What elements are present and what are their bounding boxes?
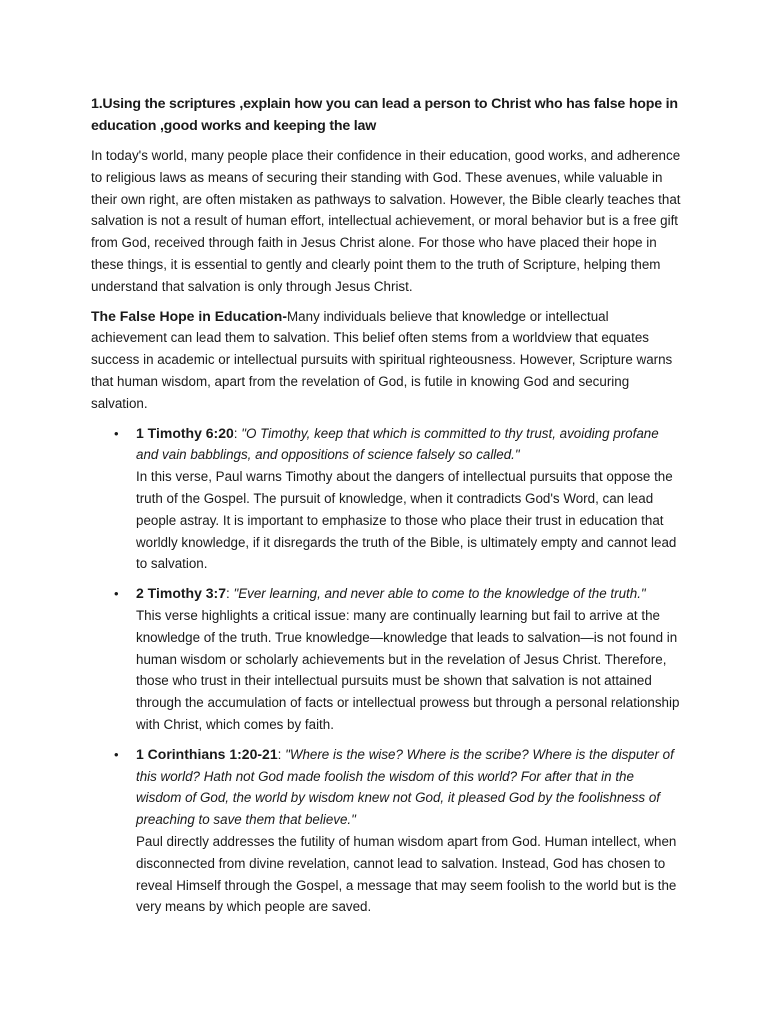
verse-list xyxy=(91,423,681,919)
bullet-icon: • xyxy=(114,586,119,602)
intro-paragraph: In today's world, many people place their confidence in their education, good works, and adherence to religious laws as means of securing their standing with God. These avenues, while valuable in their own right, are often mistaken as pathways to salvation. However, the Bible clearly teaches that salvation is not a result of human effort, intellectual achievement, or moral behavior but is a free gift from God, received through faith in Jesus Christ alone. For those who have placed their hope in these things, it is essential to gently and clearly point them to the truth of Scripture, helping them understand that salvation is only through Jesus Christ. xyxy=(91,148,681,294)
list-item xyxy=(91,583,681,736)
verse-separator: : xyxy=(277,746,286,762)
document-page xyxy=(91,93,681,926)
bullet-icon: • xyxy=(114,425,119,441)
verse-reference: 1 Corinthians 1:20-21 xyxy=(136,745,278,762)
verse-separator: : xyxy=(226,586,234,602)
bullet-icon: • xyxy=(114,746,119,762)
verse-quote: "Ever learning, and never able to come to the knowledge of the truth." xyxy=(233,586,646,602)
list-item xyxy=(91,744,681,918)
verse-separator: : xyxy=(233,425,242,441)
verse-quote: "Where is the wise? Where is the scribe? Where is the disputer of this world? Hath not God made foolish the wisdom of this world? For after that in the wisdom of God, the world by wisdom knew not God, it pleased God by the foolishness of preaching to save them that believe." xyxy=(136,746,674,828)
verse-explanation: In this verse, Paul warns Timothy about the dangers of intellectual pursuits that oppose the truth of the Gospel. The pursuit of knowledge, when it contradicts God's Word, can lead people astray. It is important to emphasize to those who place their trust in education that worldly knowledge, if it disregards the truth of the Bible, is ultimately empty and cannot lead to salvation. xyxy=(136,469,677,572)
section-text: Many individuals believe that knowledge or intellectual achievement can lead them to salvation. This belief often stems from a worldview that equates success in academic or intellectual pursuits with spiritual righteousness. However, Scripture warns that human wisdom, apart from the revelation of God, is futile in knowing God and securing salvation. xyxy=(91,308,673,411)
verse-explanation: This verse highlights a critical issue: many are continually learning but fail to arrive at the knowledge of the truth. True knowledge—knowledge that leads to salvation—is not found in human wisdom or scholarly achievements but in the revelation of Jesus Christ. Therefore, those who trust in their intellectual pursuits must be shown that salvation is not attained through the accumulation of facts or intellectual prowess but through a personal relationship with Christ, which comes by faith. xyxy=(136,607,680,732)
verse-quote: "O Timothy, keep that which is committed to thy trust, avoiding profane and vain babblings, and oppositions of science falsely so called." xyxy=(136,425,659,463)
section-paragraph xyxy=(91,306,681,415)
verse-reference: 1 Timothy 6:20 xyxy=(136,424,234,441)
verse-explanation: Paul directly addresses the futility of human wisdom apart from God. Human intellect, when disconnected from divine revelation, cannot lead to salvation. Instead, God has chosen to reveal Himself through the Gospel, a message that may seem foolish to the world but is the very means by which people are saved. xyxy=(136,833,677,915)
verse-reference: 2 Timothy 3:7 xyxy=(136,585,226,602)
list-item xyxy=(91,423,681,576)
section-lead: The False Hope in Education- xyxy=(91,307,288,324)
question-heading: 1.Using the scriptures ,explain how you can lead a person to Christ who has false hope in education ,good works and keeping the law xyxy=(91,96,678,134)
